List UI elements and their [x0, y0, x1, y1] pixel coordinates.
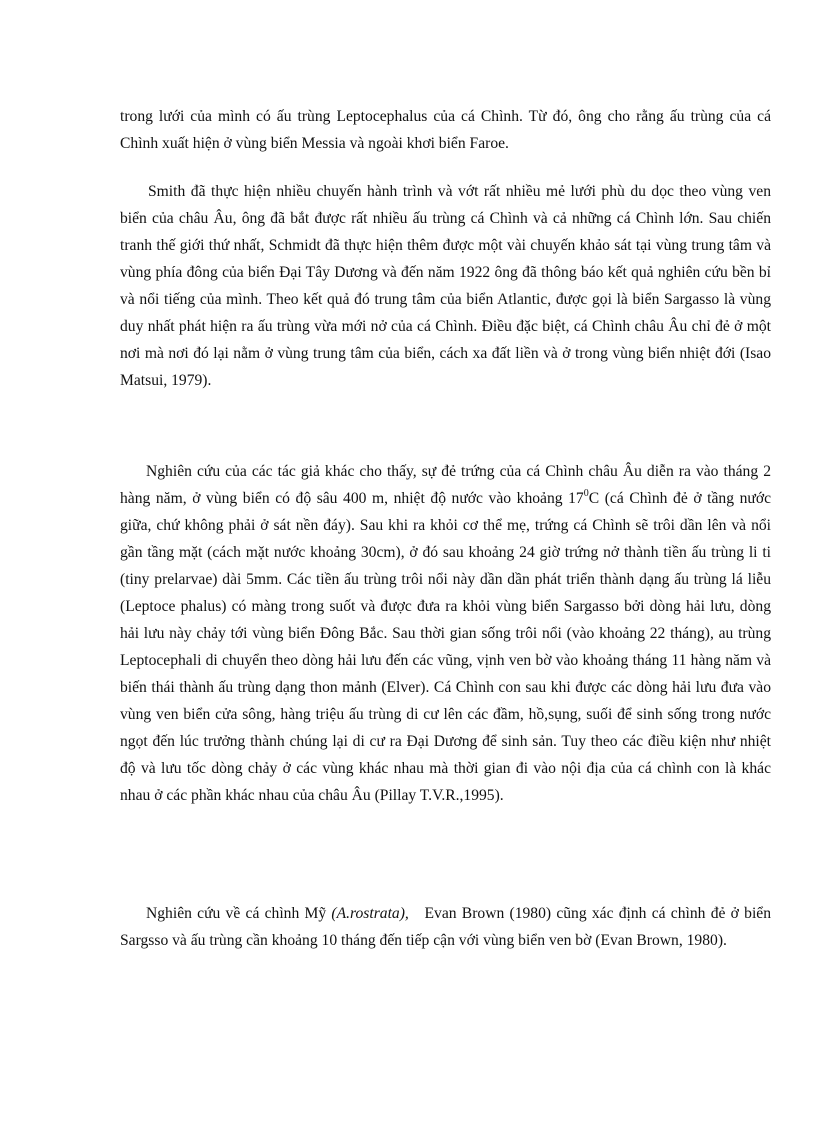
- degree-superscript: 0: [583, 487, 589, 499]
- paragraph-1: trong lưới của mình có ấu trùng Leptocephalus của cá Chình. Từ đó, ông cho rằng ấu trùng của cá Chình xuất hiện ở vùng biển Messia và ngoài khơi biển Faroe.: [120, 108, 771, 152]
- paragraph-3: [120, 458, 771, 809]
- paragraph-3-part-1: Nghiên cứu của các tác giả khác cho thấy, sự đẻ trứng của cá Chình châu Âu diễn ra vào tháng 2 hàng năm, ở vùng biển có độ sâu 400 m, nhiệt độ nước vào khoảng 17: [120, 463, 771, 507]
- paragraph-4-part-2: Evan Brown (1980) cũng xác định cá chình đẻ ở biển Sargsso và ấu trùng cần khoảng 10 tháng đến tiếp cận với vùng biển ven bờ (Evan Brown, 1980).: [120, 905, 775, 949]
- species-name-italic: (A.rostrata),: [331, 905, 409, 922]
- paragraph-2: Smith đã thực hiện nhiều chuyến hành trình và vớt rất nhiều mẻ lưới phù du dọc theo vùng ven biển của châu Âu, ông đã bắt được rất nhiều ấu trùng cá Chình và cả những cá Chình lớn. Sau chiến tranh thế giới thứ nhất, Schmidt đã thực hiện thêm được một vài chuyến khảo sát tại vùng trung tâm và vùng phía đông của biển Đại Tây Dương và đến năm 1922 ông đã thông báo kết quả nghiên cứu bền bỉ và nổi tiếng của mình. Theo kết quả đó trung tâm của biển Atlantic, được gọi là biển Sargasso là vùng duy nhất phát hiện ra ấu trùng vừa mới nở của cá Chình. Điều đặc biệt, cá Chình châu Âu chỉ đẻ ở một nơi mà nơi đó lại nằm ở vùng trung tâm của biển, cách xa đất liền và ở trong vùng biển nhiệt đới (Isao Matsui, 1979).: [120, 183, 771, 389]
- paragraph-3-part-2: C (cá Chình đẻ ở tầng nước giữa, chứ không phải ở sát nền đáy). Sau khi ra khỏi cơ thể mẹ, trứng cá Chình sẽ trôi dần lên và nổi gần tầng mặt (cách mặt nước khoảng 30cm), ở đó sau khoảng 24 giờ trứng nở thành tiền ấu trùng li ti (tiny prelarvae) dài 5mm. Các tiền ấu trùng trôi nổi này dần dần phát triển thành dạng ấu trùng lá liễu (Leptoce phalus) có màng trong suốt và được đưa ra khỏi vùng biển Sargasso bởi dòng hải lưu, dòng hải lưu này chảy tới vùng biển Đông Bắc. Sau thời gian sống trôi nổi (vào khoảng 22 tháng), au trùng Leptocephali di chuyển theo dòng hải lưu đến các vũng, vịnh ven bờ vào khoảng tháng 11 hàng năm và biến thái thành ấu trùng dạng thon mảnh (Elver). Cá Chình con sau khi được các dòng hải lưu đưa vào vùng ven biển cửa sông, hàng triệu ấu trùng di cư lên các đầm, hồ,sụng, suối để sinh sống trong nước ngọt đến lúc trưởng thành chúng lại di cư ra Đại Dương để sinh sản. Tuy theo các điều kiện như nhiệt độ và lưu tốc dòng chảy ở các vùng khác nhau mà thời gian đi vào nội địa của cá chình con là khác nhau ở các phần khác nhau của châu Âu (Pillay T.V.R.,1995).: [120, 490, 771, 804]
- paragraph-4: [120, 900, 775, 954]
- paragraph-4-part-1: Nghiên cứu về cá chình Mỹ: [146, 905, 332, 922]
